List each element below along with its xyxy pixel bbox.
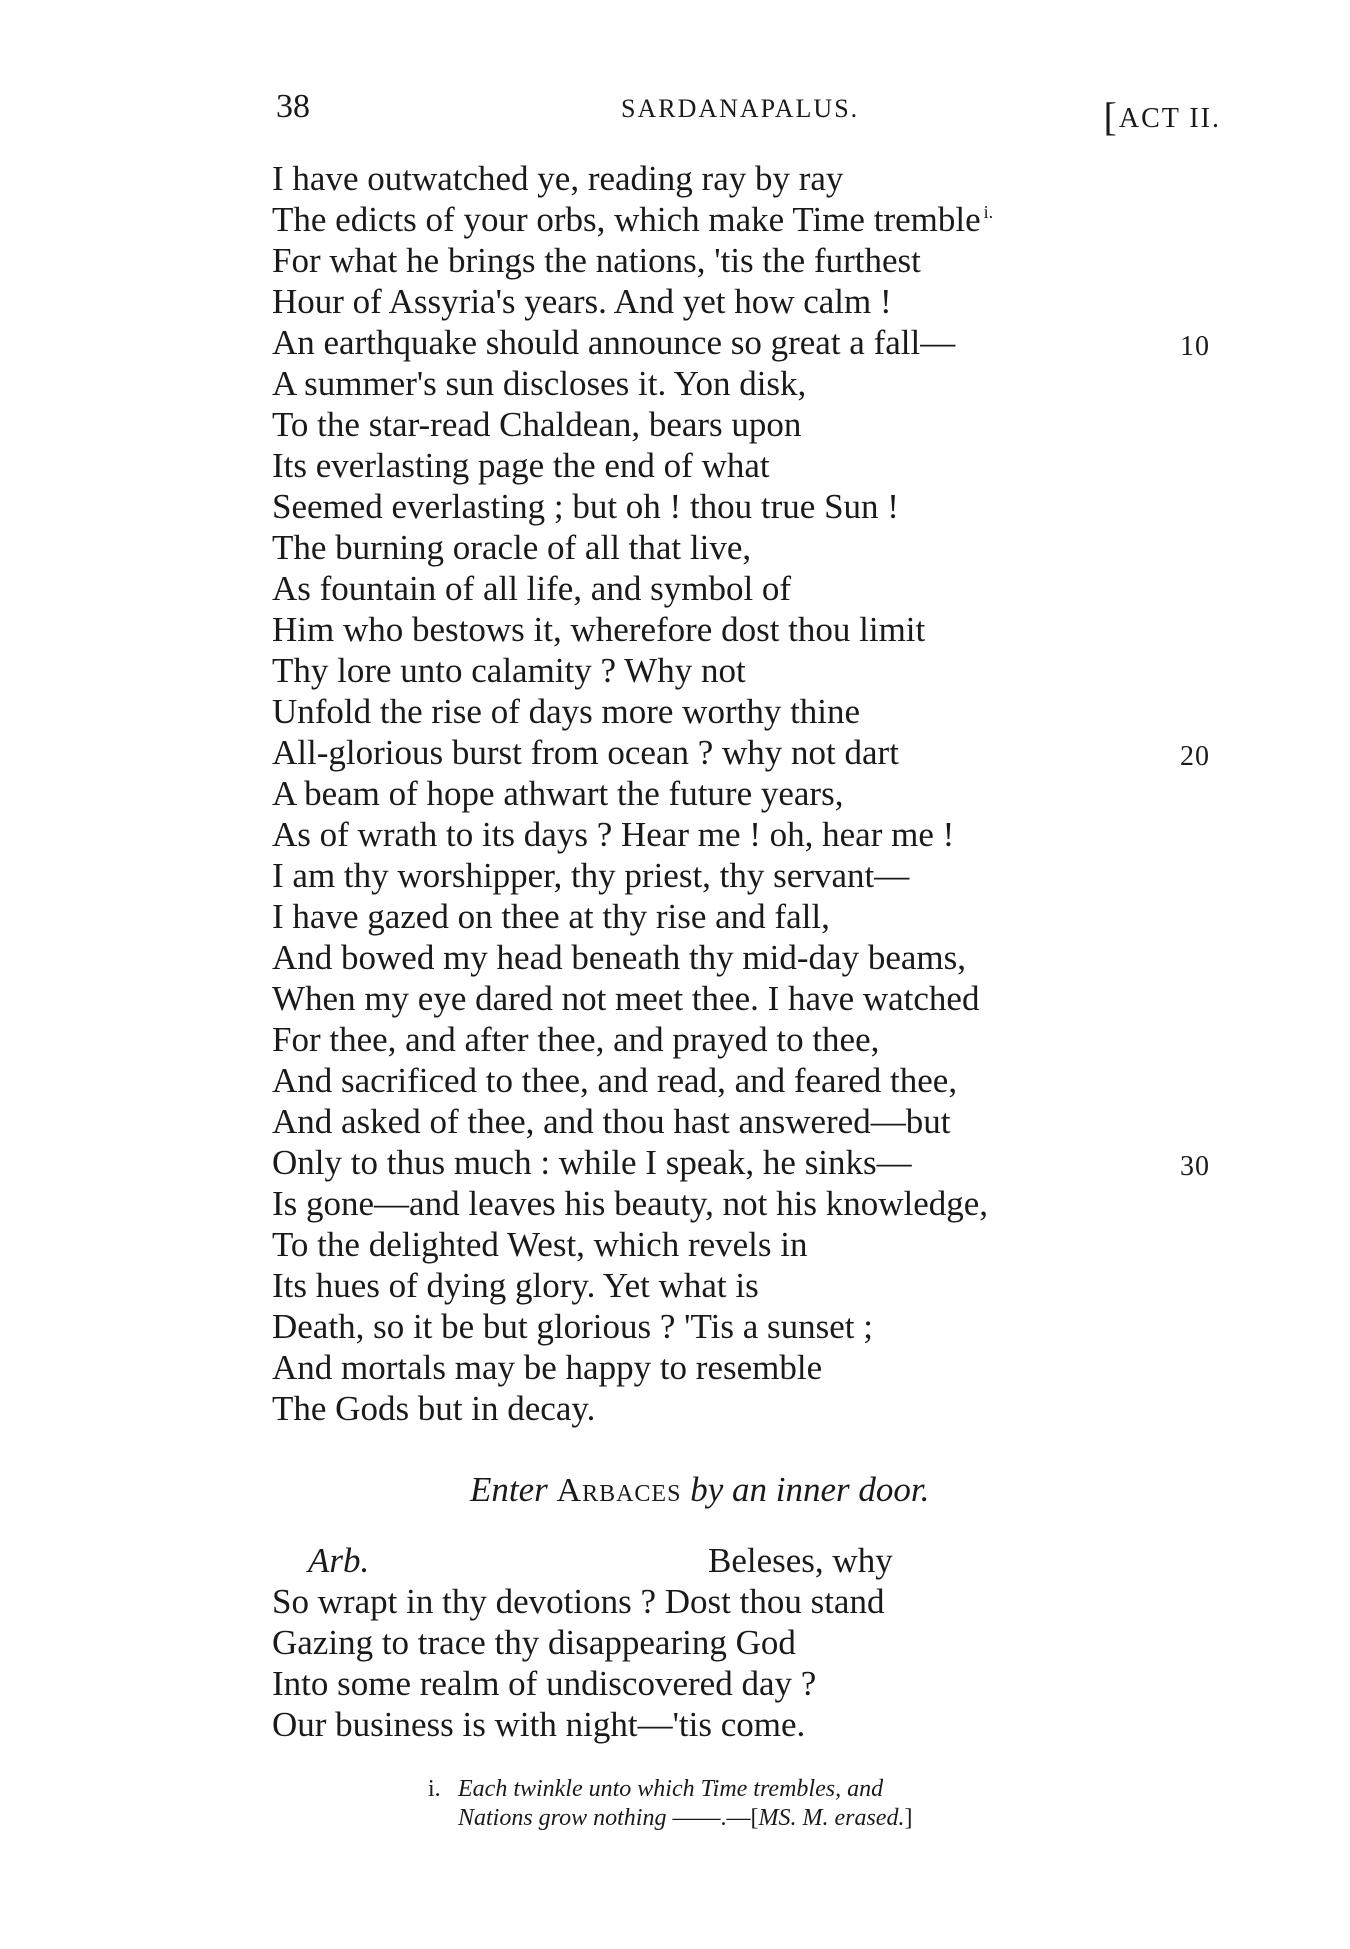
verse-line-text: Its everlasting page the end of what [272,446,770,485]
verse-line [272,1019,1232,1060]
verse-line [272,1142,1232,1183]
act-label-text: ACT II. [1118,103,1221,134]
verse-line [272,773,1232,814]
act-bracket: [ [1103,94,1119,139]
verse-line [272,732,1232,773]
verse-line [272,404,1232,445]
act-label [1104,90,1221,137]
verse-line-text: As of wrath to its days ? Hear me ! oh, hear me ! [272,815,955,854]
verse-line-text: A beam of hope athwart the future years, [272,774,844,813]
verse-passage [272,158,1232,1429]
stage-character: Arbaces [556,1472,682,1509]
footnote [428,1775,912,1833]
footnote-end: ] [904,1805,913,1831]
running-title: SARDANAPALUS. [621,94,860,123]
speech-line: Gazing to trace thy disappearing God [272,1623,796,1662]
verse-line-text: I have gazed on thee at thy rise and fall, [272,897,830,936]
verse-line [272,240,1232,281]
verse-line [272,855,1232,896]
verse-line-text: To the star-read Chaldean, bears upon [272,405,802,444]
verse-line [272,568,1232,609]
verse-line [272,650,1232,691]
stage-rest: by an inner door. [690,1470,930,1509]
verse-line [272,814,1232,855]
footnote-marker: i. [983,202,994,223]
page-number: 38 [276,88,310,125]
verse-line [272,1224,1232,1265]
verse-line [272,322,1232,363]
speaker-name: Arb. [308,1541,370,1580]
verse-line [272,158,1232,199]
speech-line: So wrapt in thy devotions ? Dost thou stand [272,1582,885,1621]
verse-line [272,896,1232,937]
verse-line-text: The Gods but in decay. [272,1389,596,1428]
speech-block [272,1540,1232,1745]
verse-line-text: As fountain of all life, and symbol of [272,569,792,608]
speech-first-text: Beleses, why [708,1541,893,1580]
verse-line [272,363,1232,404]
verse-line [272,937,1232,978]
verse-line [272,691,1232,732]
footnote-text-1: Each twinkle unto which Time trembles, and [458,1776,884,1802]
verse-line-text: Is gone—and leaves his beauty, not his knowledge, [272,1184,989,1223]
verse-line-text: For thee, and after thee, and prayed to thee, [272,1020,880,1059]
verse-line [272,1306,1232,1347]
verse-line-text: Thy lore unto calamity ? Why not [272,651,746,690]
stage-enter: Enter [470,1470,548,1509]
speech-first-line [272,1540,1232,1581]
verse-line-text: An earthquake should announce so great a fall— [272,323,956,362]
verse-line [272,609,1232,650]
line-number: 20 [1180,741,1210,772]
verse-line [272,199,1232,240]
verse-line-text: To the delighted West, which revels in [272,1225,808,1264]
verse-line-text: Unfold the rise of days more worthy thine [272,692,861,731]
footnote-line-2 [428,1804,912,1833]
verse-line-text: All-glorious burst from ocean ? why not dart [272,733,899,772]
verse-line [272,527,1232,568]
verse-line [272,1347,1232,1388]
verse-line [272,1183,1232,1224]
verse-line-text: For what he brings the nations, 'tis the furthest [272,241,921,280]
footnote-source: MS. M. erased. [758,1805,905,1831]
verse-line-text: And mortals may be happy to resemble [272,1348,823,1387]
verse-line-text: When my eye dared not meet thee. I have watched [272,979,980,1018]
verse-line [272,1101,1232,1142]
verse-line-text: Him who bestows it, wherefore dost thou limit [272,610,926,649]
verse-line-text: Only to thus much : while I speak, he sinks— [272,1143,912,1182]
footnote-label: i. [428,1776,441,1802]
line-number: 30 [1180,1151,1210,1182]
verse-line-text: Hour of Assyria's years. And yet how calm ! [272,282,892,321]
verse-line-text: And bowed my head beneath thy mid-day beams, [272,938,966,977]
verse-line [272,978,1232,1019]
verse-line-text: And sacrificed to thee, and read, and feared thee, [272,1061,958,1100]
verse-line-text: I have outwatched ye, reading ray by ray [272,159,844,198]
speech-line: Our business is with night—'tis come. [272,1705,806,1744]
verse-line [272,445,1232,486]
verse-line-text: Death, so it be but glorious ? 'Tis a sunset ; [272,1307,873,1346]
stage-direction [470,1470,929,1510]
running-head [276,88,1221,138]
verse-line-text: The edicts of your orbs, which make Time tremble [272,200,981,239]
verse-line [272,486,1232,527]
verse-line [272,1265,1232,1306]
verse-line-text: Seemed everlasting ; but oh ! thou true Sun ! [272,487,899,526]
line-number: 10 [1180,331,1210,362]
footnote-line-1 [428,1775,912,1804]
verse-line [272,1388,1232,1429]
verse-line [272,281,1232,322]
verse-line-text: The burning oracle of all that live, [272,528,752,567]
verse-line [272,1060,1232,1101]
verse-line-text: A summer's sun discloses it. Yon disk, [272,364,807,403]
verse-line-text: Its hues of dying glory. Yet what is [272,1266,759,1305]
verse-line-text: I am thy worshipper, thy priest, thy servant— [272,856,910,895]
speech-line: Into some realm of undiscovered day ? [272,1664,817,1703]
footnote-text-2: Nations grow nothing [458,1805,667,1831]
verse-line-text: And asked of thee, and thou hast answered—but [272,1102,951,1141]
footnote-dash: ——.—[ [666,1805,759,1831]
